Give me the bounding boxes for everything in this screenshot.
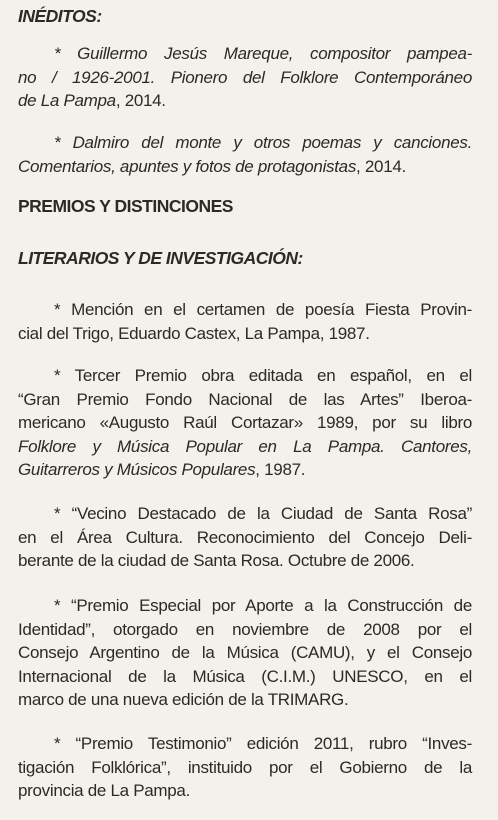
line: tigación Folklórica”, instituido por el Gobierno de la xyxy=(18,757,472,777)
book-title: de La Pampa xyxy=(18,91,116,110)
inedito-item-1 xyxy=(18,42,472,113)
premio-item-1 xyxy=(18,298,472,345)
premio-item-2 xyxy=(18,364,472,482)
line: Folklore y Música Popular en La Pampa. Cantores, xyxy=(18,436,472,456)
line: Identidad”, otorgado en noviembre de 2008 por el xyxy=(18,619,472,639)
line: * Dalmiro del monte y otros poemas y canciones. xyxy=(54,133,472,152)
line: * Tercer Premio obra editada en español, en el xyxy=(54,366,472,385)
line: cial del Trigo, Eduardo Castex, La Pampa, 1987. xyxy=(18,323,370,343)
premio-item-4 xyxy=(18,594,472,712)
book-title: Comentarios, apuntes y fotos de protagonistas xyxy=(18,156,357,176)
line: “Gran Premio Fondo Nacional de las Artes” Iberoa- xyxy=(18,389,472,409)
literarios-heading: LITERARIOS Y DE INVESTIGACIÓN: xyxy=(18,248,303,268)
line: Internacional de la Música (C.I.M.) UNESCO, en el xyxy=(18,666,472,686)
inedito-item-2 xyxy=(18,131,472,178)
ineditos-heading: INÉDITOS: xyxy=(18,6,102,26)
line: * “Vecino Destacado de la Ciudad de Santa Rosa” xyxy=(54,504,472,523)
line: * Mención en el certamen de poesía Fiesta Provin- xyxy=(54,300,472,319)
year: , 2014. xyxy=(115,91,166,110)
line: berante de la ciudad de Santa Rosa. Octubre de 2006. xyxy=(18,551,415,570)
year: , 2014. xyxy=(356,156,406,176)
line: no / 1926-2001. Pionero del Folklore Contemporáneo xyxy=(18,67,472,87)
year: , 1987. xyxy=(255,460,306,479)
line: marco de una nueva edición de la TRIMARG. xyxy=(18,690,349,709)
book-title: Guitarreros y Músicos Populares xyxy=(18,460,256,479)
line: * “Premio Testimonio” edición 2011, rubro “Inves- xyxy=(54,734,472,753)
line: provincia de La Pampa. xyxy=(18,781,191,800)
line: en el Área Cultura. Reconocimiento del Concejo Deli- xyxy=(18,527,472,547)
premio-item-3 xyxy=(18,502,472,573)
line xyxy=(18,155,472,179)
line xyxy=(18,458,472,482)
line: Consejo Argentino de la Música (CAMU), y el Consejo xyxy=(18,643,472,662)
line xyxy=(18,89,472,113)
premios-heading: PREMIOS Y DISTINCIONES xyxy=(18,196,233,216)
premio-item-5 xyxy=(18,732,472,803)
line: * “Premio Especial por Aporte a la Construcción de xyxy=(54,596,472,615)
line: * Guillermo Jesús Mareque, compositor pampea- xyxy=(54,44,472,63)
line: mericano «Augusto Raúl Cortazar» 1989, por su libro xyxy=(18,413,472,432)
